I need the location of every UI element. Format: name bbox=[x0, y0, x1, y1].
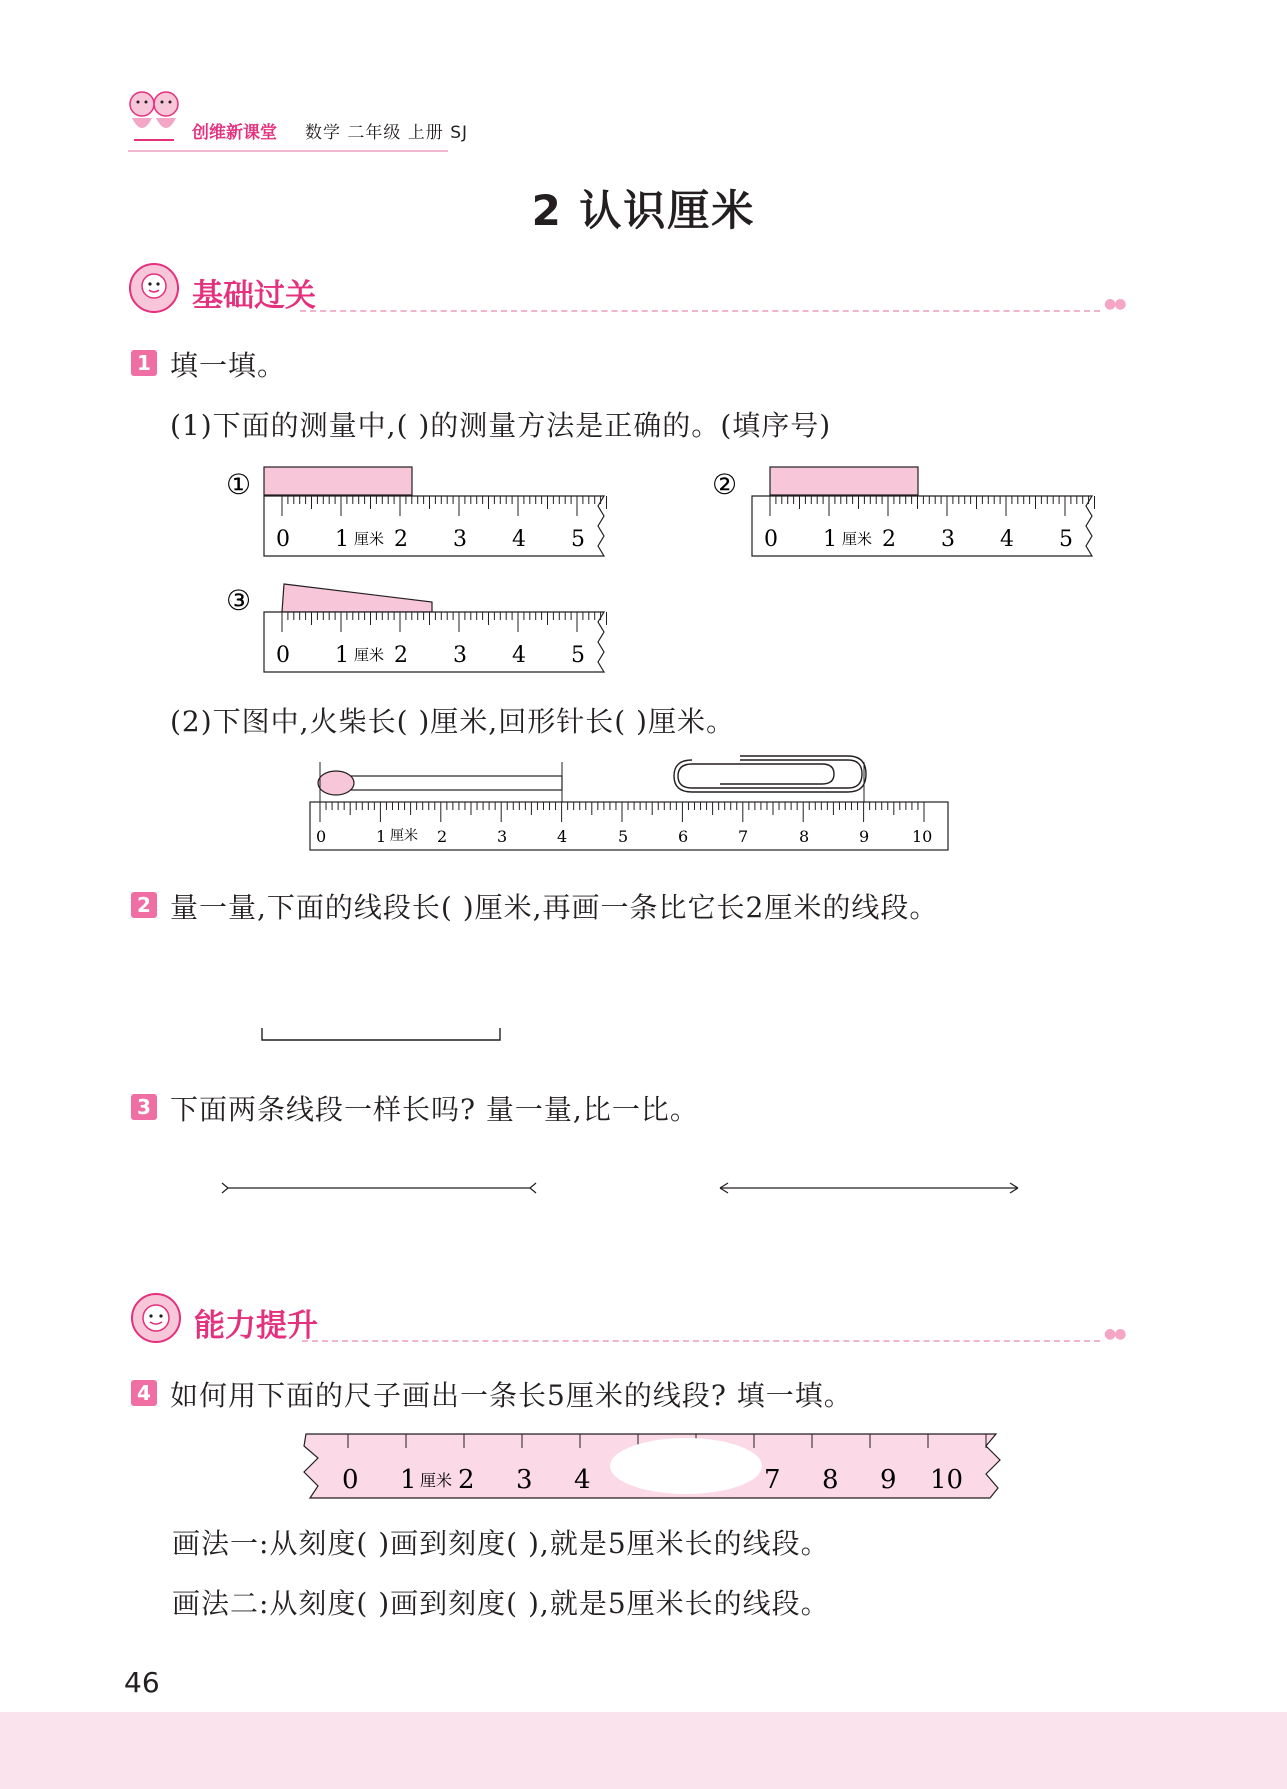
tick-label: 4 bbox=[512, 643, 526, 668]
tick-label: 1 bbox=[823, 527, 837, 552]
tick-label: 2 bbox=[882, 527, 896, 552]
q4-method-2: 画法二:从刻度( )画到刻度( ),就是5厘米长的线段。 bbox=[172, 1587, 830, 1620]
kids-logo-icon bbox=[124, 88, 186, 154]
q1-prompt: 填一填。 bbox=[170, 349, 287, 382]
tick-label: 7 bbox=[764, 1465, 781, 1495]
ruler-figure-3 bbox=[220, 574, 620, 678]
tick-label: 4 bbox=[557, 827, 568, 846]
tick-label: 4 bbox=[574, 1465, 591, 1495]
tick-label: 5 bbox=[571, 643, 585, 668]
measured-object bbox=[282, 584, 432, 612]
brand-name: 创维新课堂 bbox=[192, 123, 277, 143]
option-label-3: ③ bbox=[226, 584, 252, 617]
q4-method-1: 画法一:从刻度( )画到刻度( ),就是5厘米长的线段。 bbox=[172, 1527, 830, 1560]
question-number: 1 bbox=[131, 350, 157, 376]
decor-dots-icon: ●● bbox=[1104, 1326, 1125, 1342]
tick-label: 3 bbox=[497, 827, 508, 846]
ruler-body bbox=[264, 612, 607, 672]
tick-label: 6 bbox=[678, 827, 689, 846]
section-mascot-icon bbox=[130, 1292, 182, 1344]
q1-part2: (2)下图中,火柴长( )厘米,回形针长( )厘米。 bbox=[170, 705, 735, 738]
tick-label: 5 bbox=[1059, 527, 1073, 552]
tick-label: 1 bbox=[400, 1465, 417, 1495]
question-number: 4 bbox=[131, 1380, 157, 1406]
ruler-body bbox=[264, 496, 607, 556]
broken-ruler bbox=[300, 1428, 1002, 1502]
tick-label: 8 bbox=[822, 1465, 839, 1495]
unit-label: 厘米 bbox=[354, 530, 385, 548]
decor-dots-icon: ●● bbox=[1104, 296, 1125, 312]
ruler-figure-10cm bbox=[300, 752, 960, 852]
unit-label: 厘米 bbox=[390, 828, 418, 844]
book-meta: 数学 二年级 上册 SJ bbox=[305, 123, 469, 143]
tick-label: 4 bbox=[512, 527, 526, 552]
tick-label: 2 bbox=[458, 1465, 475, 1495]
tick-label: 3 bbox=[453, 527, 467, 552]
page-title: 2 认识厘米 bbox=[531, 186, 756, 235]
tick-label: 0 bbox=[342, 1465, 359, 1495]
question-number: 2 bbox=[131, 892, 157, 918]
ruler-figure-2 bbox=[708, 458, 1108, 562]
tick-label: 1 bbox=[335, 527, 349, 552]
measured-object bbox=[264, 467, 412, 495]
tick-label: 8 bbox=[799, 827, 810, 846]
tick-label: 2 bbox=[394, 643, 408, 668]
paperclip-icon bbox=[674, 756, 866, 792]
option-label-1: ① bbox=[226, 468, 252, 501]
torn-gap bbox=[610, 1438, 762, 1494]
tick-label: 5 bbox=[571, 527, 585, 552]
footer-band bbox=[0, 1712, 1287, 1789]
unit-label: 厘米 bbox=[420, 1471, 453, 1490]
tick-label: 1 bbox=[376, 827, 387, 846]
header-rule bbox=[128, 150, 448, 152]
question-number: 3 bbox=[131, 1094, 157, 1120]
unit-label: 厘米 bbox=[354, 646, 385, 664]
tick-label: 3 bbox=[941, 527, 955, 552]
tick-label: 9 bbox=[880, 1465, 897, 1495]
page-number: 46 bbox=[124, 1666, 160, 1699]
tick-label: 10 bbox=[930, 1465, 964, 1495]
q3-prompt: 下面两条线段一样长吗? 量一量,比一比。 bbox=[170, 1093, 699, 1126]
option-label-2: ② bbox=[712, 468, 738, 501]
measured-object bbox=[770, 467, 918, 495]
tick-label: 0 bbox=[276, 527, 290, 552]
tick-label: 0 bbox=[316, 827, 327, 846]
q1-part1: (1)下面的测量中,( )的测量方法是正确的。(填序号) bbox=[170, 409, 832, 442]
tick-label: 5 bbox=[618, 827, 629, 846]
match-stick-icon bbox=[318, 771, 562, 795]
tick-label: 2 bbox=[394, 527, 408, 552]
tick-label: 10 bbox=[912, 827, 933, 846]
tick-label: 9 bbox=[859, 827, 870, 846]
tick-label: 2 bbox=[437, 827, 448, 846]
tick-label: 3 bbox=[516, 1465, 533, 1495]
segment-b-outward-arrows bbox=[716, 1178, 1022, 1198]
q4-prompt: 如何用下面的尺子画出一条长5厘米的线段? 填一填。 bbox=[170, 1379, 853, 1412]
tick-label: 0 bbox=[276, 643, 290, 668]
tick-label: 0 bbox=[764, 527, 778, 552]
unit-label: 厘米 bbox=[842, 530, 873, 548]
segment-a-inward-arrows bbox=[220, 1178, 540, 1198]
segment-to-measure bbox=[258, 1024, 504, 1044]
section-mascot-icon bbox=[128, 262, 180, 314]
tick-label: 3 bbox=[453, 643, 467, 668]
section-title-advanced: 能力提升 bbox=[194, 1308, 318, 1344]
section-title-basic: 基础过关 bbox=[192, 278, 316, 314]
tick-label: 7 bbox=[738, 827, 749, 846]
ruler-body bbox=[752, 496, 1095, 556]
ruler-figure-1 bbox=[220, 458, 620, 562]
section-divider bbox=[302, 1340, 1100, 1342]
section-divider bbox=[300, 310, 1100, 312]
tick-label: 1 bbox=[335, 643, 349, 668]
q2-prompt: 量一量,下面的线段长( )厘米,再画一条比它长2厘米的线段。 bbox=[170, 891, 939, 924]
tick-label: 4 bbox=[1000, 527, 1014, 552]
